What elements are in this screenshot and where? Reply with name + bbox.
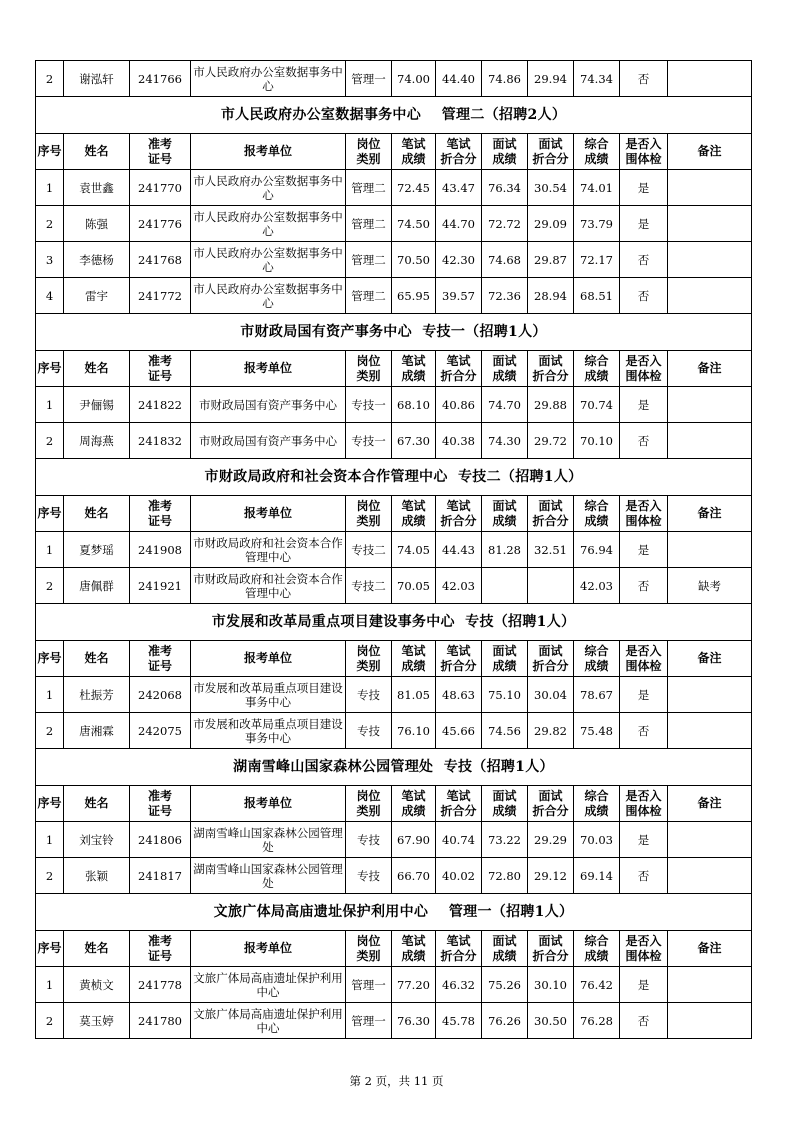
- post-type-cell: 专技: [346, 822, 392, 858]
- section-title-row: [36, 314, 752, 351]
- ticket-cell: 241768: [130, 242, 191, 278]
- seq-cell: 2: [36, 423, 64, 459]
- section-title: 市人民政府办公室数据事务中心 管理二（招聘2人）: [36, 97, 752, 134]
- column-header: 报考单位: [191, 351, 346, 387]
- physical-exam-cell: 否: [620, 242, 668, 278]
- physical-exam-cell: 否: [620, 61, 668, 97]
- interview-score-cell: 75.10: [482, 677, 528, 713]
- column-header: 综合 成绩: [574, 496, 620, 532]
- name-cell: 唐湘霖: [64, 713, 130, 749]
- total-score-cell: 74.34: [574, 61, 620, 97]
- name-cell: 刘宝铃: [64, 822, 130, 858]
- column-header: 综合 成绩: [574, 351, 620, 387]
- column-header: 笔试 折合分: [436, 351, 482, 387]
- column-header: 备注: [668, 786, 752, 822]
- unit-cell: 湖南雪峰山国家森林公园管理处: [191, 822, 346, 858]
- column-header: 综合 成绩: [574, 786, 620, 822]
- physical-exam-cell: 是: [620, 387, 668, 423]
- section-title: 文旅广体局高庙遗址保护利用中心 管理一（招聘1人）: [36, 894, 752, 931]
- written-score-cell: 74.05: [392, 532, 436, 568]
- written-score-cell: 70.50: [392, 242, 436, 278]
- section-title-row: [36, 459, 752, 496]
- column-header: 面试 成绩: [482, 641, 528, 677]
- physical-exam-cell: 是: [620, 532, 668, 568]
- table-row: [36, 242, 752, 278]
- header-row: [36, 641, 752, 677]
- name-cell: 莫玉婷: [64, 1003, 130, 1039]
- column-header: 准考 证号: [130, 641, 191, 677]
- remark-cell: [668, 858, 752, 894]
- written-converted-cell: 40.38: [436, 423, 482, 459]
- physical-exam-cell: 是: [620, 170, 668, 206]
- interview-converted-cell: 30.50: [528, 1003, 574, 1039]
- total-score-cell: 72.17: [574, 242, 620, 278]
- physical-exam-cell: 否: [620, 1003, 668, 1039]
- written-score-cell: 67.30: [392, 423, 436, 459]
- written-converted-cell: 44.43: [436, 532, 482, 568]
- name-cell: 唐佩群: [64, 568, 130, 604]
- column-header: 姓名: [64, 931, 130, 967]
- ticket-cell: 241921: [130, 568, 191, 604]
- seq-cell: 3: [36, 242, 64, 278]
- remark-cell: [668, 967, 752, 1003]
- column-header: 准考 证号: [130, 134, 191, 170]
- physical-exam-cell: 否: [620, 568, 668, 604]
- section-title: 市财政局政府和社会资本合作管理中心 专技二（招聘1人）: [36, 459, 752, 496]
- column-header: 面试 折合分: [528, 931, 574, 967]
- written-converted-cell: 46.32: [436, 967, 482, 1003]
- column-header: 序号: [36, 351, 64, 387]
- total-score-cell: 70.10: [574, 423, 620, 459]
- seq-cell: 1: [36, 387, 64, 423]
- remark-cell: [668, 170, 752, 206]
- section-title-row: [36, 894, 752, 931]
- written-score-cell: 74.50: [392, 206, 436, 242]
- physical-exam-cell: 是: [620, 822, 668, 858]
- remark-cell: [668, 242, 752, 278]
- seq-cell: 1: [36, 170, 64, 206]
- written-score-cell: 67.90: [392, 822, 436, 858]
- total-score-cell: 76.94: [574, 532, 620, 568]
- post-type-cell: 专技: [346, 858, 392, 894]
- page-footer: 第 2 页，共 11 页: [349, 1074, 444, 1088]
- interview-score-cell: 74.56: [482, 713, 528, 749]
- column-header: 备注: [668, 134, 752, 170]
- remark-cell: [668, 61, 752, 97]
- interview-score-cell: 74.70: [482, 387, 528, 423]
- table-row: [36, 206, 752, 242]
- ticket-cell: 241776: [130, 206, 191, 242]
- written-converted-cell: 42.03: [436, 568, 482, 604]
- seq-cell: 2: [36, 713, 64, 749]
- total-score-cell: 78.67: [574, 677, 620, 713]
- seq-cell: 4: [36, 278, 64, 314]
- total-score-cell: 68.51: [574, 278, 620, 314]
- interview-score-cell: 73.22: [482, 822, 528, 858]
- interview-converted-cell: 29.72: [528, 423, 574, 459]
- header-row: [36, 496, 752, 532]
- column-header: 序号: [36, 641, 64, 677]
- results-table: [35, 60, 752, 1039]
- interview-score-cell: 74.30: [482, 423, 528, 459]
- written-score-cell: 76.10: [392, 713, 436, 749]
- name-cell: 杜振芳: [64, 677, 130, 713]
- table-row: [36, 387, 752, 423]
- table-row: [36, 1003, 752, 1039]
- name-cell: 夏梦瑶: [64, 532, 130, 568]
- column-header: 备注: [668, 641, 752, 677]
- interview-converted-cell: 30.10: [528, 967, 574, 1003]
- written-converted-cell: 40.02: [436, 858, 482, 894]
- total-score-cell: 69.14: [574, 858, 620, 894]
- interview-converted-cell: 28.94: [528, 278, 574, 314]
- ticket-cell: 241766: [130, 61, 191, 97]
- remark-cell: [668, 387, 752, 423]
- interview-converted-cell: 29.87: [528, 242, 574, 278]
- ticket-cell: 241770: [130, 170, 191, 206]
- column-header: 岗位 类别: [346, 351, 392, 387]
- physical-exam-cell: 否: [620, 278, 668, 314]
- column-header: 面试 成绩: [482, 351, 528, 387]
- column-header: 是否入 围体检: [620, 134, 668, 170]
- interview-converted-cell: 30.04: [528, 677, 574, 713]
- column-header: 笔试 成绩: [392, 496, 436, 532]
- written-converted-cell: 40.86: [436, 387, 482, 423]
- table-row: [36, 61, 752, 97]
- interview-converted-cell: 29.94: [528, 61, 574, 97]
- total-score-cell: 75.48: [574, 713, 620, 749]
- unit-cell: 湖南雪峰山国家森林公园管理处: [191, 858, 346, 894]
- name-cell: 黄桢文: [64, 967, 130, 1003]
- table-row: [36, 713, 752, 749]
- total-score-cell: 73.79: [574, 206, 620, 242]
- interview-score-cell: 72.36: [482, 278, 528, 314]
- interview-converted-cell: 29.82: [528, 713, 574, 749]
- column-header: 是否入 围体检: [620, 641, 668, 677]
- column-header: 姓名: [64, 134, 130, 170]
- ticket-cell: 241908: [130, 532, 191, 568]
- table-row: [36, 568, 752, 604]
- header-row: [36, 351, 752, 387]
- ticket-cell: 242075: [130, 713, 191, 749]
- column-header: 报考单位: [191, 496, 346, 532]
- column-header: 岗位 类别: [346, 931, 392, 967]
- total-score-cell: 76.28: [574, 1003, 620, 1039]
- seq-cell: 2: [36, 1003, 64, 1039]
- interview-score-cell: [482, 568, 528, 604]
- section-title: 市财政局国有资产事务中心 专技一（招聘1人）: [36, 314, 752, 351]
- name-cell: 袁世鑫: [64, 170, 130, 206]
- column-header: 备注: [668, 931, 752, 967]
- column-header: 准考 证号: [130, 351, 191, 387]
- column-header: 笔试 折合分: [436, 786, 482, 822]
- unit-cell: 市人民政府办公室数据事务中心: [191, 242, 346, 278]
- written-converted-cell: 44.70: [436, 206, 482, 242]
- written-score-cell: 77.20: [392, 967, 436, 1003]
- written-score-cell: 72.45: [392, 170, 436, 206]
- name-cell: 雷宇: [64, 278, 130, 314]
- seq-cell: 1: [36, 532, 64, 568]
- unit-cell: 市人民政府办公室数据事务中心: [191, 61, 346, 97]
- column-header: 笔试 成绩: [392, 134, 436, 170]
- column-header: 面试 成绩: [482, 931, 528, 967]
- column-header: 备注: [668, 351, 752, 387]
- column-header: 序号: [36, 134, 64, 170]
- remark-cell: [668, 278, 752, 314]
- unit-cell: 市财政局国有资产事务中心: [191, 423, 346, 459]
- unit-cell: 市人民政府办公室数据事务中心: [191, 206, 346, 242]
- column-header: 面试 折合分: [528, 641, 574, 677]
- unit-cell: 市人民政府办公室数据事务中心: [191, 278, 346, 314]
- column-header: 笔试 成绩: [392, 641, 436, 677]
- section-title-row: [36, 604, 752, 641]
- column-header: 序号: [36, 931, 64, 967]
- post-type-cell: 管理二: [346, 206, 392, 242]
- physical-exam-cell: 是: [620, 206, 668, 242]
- post-type-cell: 管理一: [346, 61, 392, 97]
- column-header: 岗位 类别: [346, 641, 392, 677]
- interview-converted-cell: [528, 568, 574, 604]
- interview-converted-cell: 29.29: [528, 822, 574, 858]
- table-row: [36, 170, 752, 206]
- column-header: 笔试 成绩: [392, 351, 436, 387]
- column-header: 是否入 围体检: [620, 931, 668, 967]
- interview-score-cell: 76.26: [482, 1003, 528, 1039]
- unit-cell: 市发展和改革局重点项目建设事务中心: [191, 677, 346, 713]
- interview-score-cell: 76.34: [482, 170, 528, 206]
- written-score-cell: 70.05: [392, 568, 436, 604]
- section-title: 市发展和改革局重点项目建设事务中心 专技（招聘1人）: [36, 604, 752, 641]
- post-type-cell: 专技一: [346, 423, 392, 459]
- column-header: 姓名: [64, 786, 130, 822]
- column-header: 备注: [668, 496, 752, 532]
- physical-exam-cell: 是: [620, 677, 668, 713]
- remark-cell: [668, 423, 752, 459]
- column-header: 岗位 类别: [346, 496, 392, 532]
- table-row: [36, 677, 752, 713]
- name-cell: 尹俪锡: [64, 387, 130, 423]
- written-score-cell: 68.10: [392, 387, 436, 423]
- column-header: 准考 证号: [130, 786, 191, 822]
- written-score-cell: 65.95: [392, 278, 436, 314]
- written-score-cell: 76.30: [392, 1003, 436, 1039]
- written-score-cell: 74.00: [392, 61, 436, 97]
- column-header: 笔试 折合分: [436, 641, 482, 677]
- remark-cell: [668, 822, 752, 858]
- column-header: 笔试 成绩: [392, 931, 436, 967]
- column-header: 笔试 折合分: [436, 931, 482, 967]
- unit-cell: 市财政局政府和社会资本合作管理中心: [191, 568, 346, 604]
- section-title: 湖南雪峰山国家森林公园管理处 专技（招聘1人）: [36, 749, 752, 786]
- column-header: 面试 折合分: [528, 134, 574, 170]
- seq-cell: 2: [36, 206, 64, 242]
- name-cell: 陈强: [64, 206, 130, 242]
- name-cell: 谢泓轩: [64, 61, 130, 97]
- seq-cell: 2: [36, 61, 64, 97]
- written-converted-cell: 42.30: [436, 242, 482, 278]
- table-row: [36, 967, 752, 1003]
- interview-score-cell: 74.86: [482, 61, 528, 97]
- ticket-cell: 241806: [130, 822, 191, 858]
- physical-exam-cell: 否: [620, 423, 668, 459]
- seq-cell: 2: [36, 858, 64, 894]
- written-converted-cell: 43.47: [436, 170, 482, 206]
- written-converted-cell: 45.78: [436, 1003, 482, 1039]
- physical-exam-cell: 否: [620, 713, 668, 749]
- interview-score-cell: 74.68: [482, 242, 528, 278]
- column-header: 笔试 折合分: [436, 134, 482, 170]
- total-score-cell: 76.42: [574, 967, 620, 1003]
- column-header: 报考单位: [191, 786, 346, 822]
- table-row: [36, 858, 752, 894]
- interview-score-cell: 72.80: [482, 858, 528, 894]
- table-row: [36, 822, 752, 858]
- column-header: 面试 折合分: [528, 496, 574, 532]
- remark-cell: [668, 1003, 752, 1039]
- ticket-cell: 241832: [130, 423, 191, 459]
- column-header: 是否入 围体检: [620, 496, 668, 532]
- seq-cell: 1: [36, 967, 64, 1003]
- unit-cell: 文旅广体局高庙遗址保护利用中心: [191, 967, 346, 1003]
- interview-score-cell: 75.26: [482, 967, 528, 1003]
- total-score-cell: 74.01: [574, 170, 620, 206]
- unit-cell: 市发展和改革局重点项目建设事务中心: [191, 713, 346, 749]
- header-row: [36, 134, 752, 170]
- header-row: [36, 786, 752, 822]
- column-header: 综合 成绩: [574, 931, 620, 967]
- total-score-cell: 70.03: [574, 822, 620, 858]
- column-header: 姓名: [64, 641, 130, 677]
- physical-exam-cell: 是: [620, 967, 668, 1003]
- post-type-cell: 管理二: [346, 278, 392, 314]
- column-header: 准考 证号: [130, 931, 191, 967]
- post-type-cell: 专技二: [346, 532, 392, 568]
- total-score-cell: 70.74: [574, 387, 620, 423]
- unit-cell: 文旅广体局高庙遗址保护利用中心: [191, 1003, 346, 1039]
- column-header: 姓名: [64, 496, 130, 532]
- table-row: [36, 532, 752, 568]
- written-score-cell: 66.70: [392, 858, 436, 894]
- written-converted-cell: 45.66: [436, 713, 482, 749]
- interview-score-cell: 81.28: [482, 532, 528, 568]
- seq-cell: 2: [36, 568, 64, 604]
- unit-cell: 市人民政府办公室数据事务中心: [191, 170, 346, 206]
- name-cell: 周海燕: [64, 423, 130, 459]
- unit-cell: 市财政局国有资产事务中心: [191, 387, 346, 423]
- post-type-cell: 管理二: [346, 242, 392, 278]
- ticket-cell: 241817: [130, 858, 191, 894]
- post-type-cell: 管理一: [346, 967, 392, 1003]
- remark-cell: 缺考: [668, 568, 752, 604]
- column-header: 序号: [36, 496, 64, 532]
- column-header: 面试 折合分: [528, 351, 574, 387]
- column-header: 准考 证号: [130, 496, 191, 532]
- interview-converted-cell: 29.09: [528, 206, 574, 242]
- column-header: 序号: [36, 786, 64, 822]
- ticket-cell: 241822: [130, 387, 191, 423]
- post-type-cell: 专技: [346, 677, 392, 713]
- column-header: 笔试 成绩: [392, 786, 436, 822]
- table-row: [36, 423, 752, 459]
- seq-cell: 1: [36, 677, 64, 713]
- header-row: [36, 931, 752, 967]
- ticket-cell: 241778: [130, 967, 191, 1003]
- table-row: [36, 278, 752, 314]
- interview-converted-cell: 29.88: [528, 387, 574, 423]
- post-type-cell: 管理一: [346, 1003, 392, 1039]
- column-header: 面试 成绩: [482, 786, 528, 822]
- column-header: 姓名: [64, 351, 130, 387]
- interview-converted-cell: 29.12: [528, 858, 574, 894]
- column-header: 报考单位: [191, 134, 346, 170]
- column-header: 岗位 类别: [346, 786, 392, 822]
- ticket-cell: 241780: [130, 1003, 191, 1039]
- column-header: 岗位 类别: [346, 134, 392, 170]
- section-title-row: [36, 97, 752, 134]
- interview-converted-cell: 32.51: [528, 532, 574, 568]
- name-cell: 张颖: [64, 858, 130, 894]
- column-header: 综合 成绩: [574, 641, 620, 677]
- section-title-row: [36, 749, 752, 786]
- interview-converted-cell: 30.54: [528, 170, 574, 206]
- written-score-cell: 81.05: [392, 677, 436, 713]
- column-header: 面试 成绩: [482, 496, 528, 532]
- post-type-cell: 管理二: [346, 170, 392, 206]
- ticket-cell: 242068: [130, 677, 191, 713]
- column-header: 综合 成绩: [574, 134, 620, 170]
- column-header: 是否入 围体检: [620, 351, 668, 387]
- written-converted-cell: 48.63: [436, 677, 482, 713]
- interview-score-cell: 72.72: [482, 206, 528, 242]
- column-header: 面试 折合分: [528, 786, 574, 822]
- seq-cell: 1: [36, 822, 64, 858]
- column-header: 报考单位: [191, 931, 346, 967]
- column-header: 面试 成绩: [482, 134, 528, 170]
- column-header: 是否入 围体检: [620, 786, 668, 822]
- remark-cell: [668, 677, 752, 713]
- post-type-cell: 专技一: [346, 387, 392, 423]
- name-cell: 李德杨: [64, 242, 130, 278]
- written-converted-cell: 44.40: [436, 61, 482, 97]
- ticket-cell: 241772: [130, 278, 191, 314]
- post-type-cell: 专技: [346, 713, 392, 749]
- written-converted-cell: 40.74: [436, 822, 482, 858]
- remark-cell: [668, 713, 752, 749]
- post-type-cell: 专技二: [346, 568, 392, 604]
- column-header: 报考单位: [191, 641, 346, 677]
- total-score-cell: 42.03: [574, 568, 620, 604]
- written-converted-cell: 39.57: [436, 278, 482, 314]
- remark-cell: [668, 532, 752, 568]
- unit-cell: 市财政局政府和社会资本合作管理中心: [191, 532, 346, 568]
- physical-exam-cell: 否: [620, 858, 668, 894]
- column-header: 笔试 折合分: [436, 496, 482, 532]
- remark-cell: [668, 206, 752, 242]
